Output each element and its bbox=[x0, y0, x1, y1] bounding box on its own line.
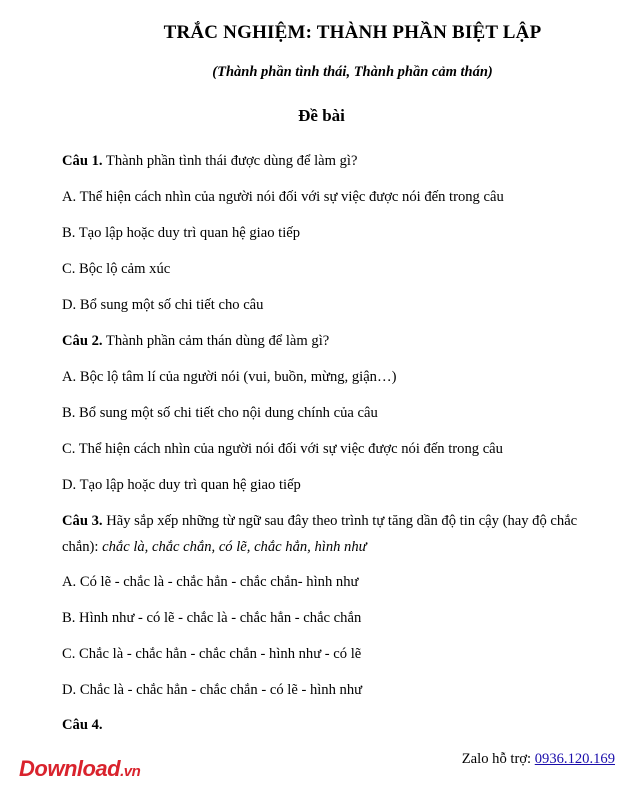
question-text: Thành phần tình thái được dùng để làm gì? bbox=[102, 153, 358, 169]
document-title: TRẮC NGHIỆM: THÀNH PHẦN BIỆT LẬP bbox=[163, 22, 542, 43]
option-2a: A. Bộc lộ tâm lí của người nói (vui, buồn, mừng, giận…) bbox=[62, 369, 397, 385]
section-heading: Đề bài bbox=[298, 106, 345, 125]
question-2 bbox=[62, 332, 592, 350]
logo-main-text: Download bbox=[19, 756, 121, 781]
option-2c: C. Thể hiện cách nhìn của người nói đối với sự việc được nói đến trong câu bbox=[62, 441, 503, 457]
option-2d: D. Tạo lập hoặc duy trì quan hệ giao tiếp bbox=[62, 477, 301, 493]
question-4 bbox=[62, 716, 592, 734]
zalo-support bbox=[462, 751, 615, 768]
download-vn-logo[interactable] bbox=[19, 756, 140, 782]
option-3b: B. Hình như - có lẽ - chắc là - chắc hẳn - chắc chắn bbox=[62, 610, 362, 626]
logo-tld-text: .vn bbox=[120, 763, 141, 780]
question-3 bbox=[62, 508, 597, 560]
option-2b: B. Bổ sung một số chi tiết cho nội dung chính của câu bbox=[62, 405, 378, 421]
question-number: Câu 3. bbox=[62, 513, 103, 529]
zalo-label: Zalo hỗ trợ: bbox=[461, 751, 535, 767]
option-1c: C. Bộc lộ cảm xúc bbox=[62, 261, 171, 277]
option-1a: A. Thể hiện cách nhìn của người nói đối với sự việc được nói đến trong câu bbox=[62, 189, 504, 205]
option-3d: D. Chắc là - chắc hẳn - chắc chắn - có lẽ - hình như bbox=[62, 682, 363, 698]
option-3c: C. Chắc là - chắc hẳn - chắc chắn - hình như - có lẽ bbox=[62, 646, 362, 662]
question-number: Câu 1. bbox=[62, 153, 103, 169]
zalo-phone-link[interactable]: 0936.120.169 bbox=[534, 751, 615, 767]
question-text: Thành phần cảm thán dùng để làm gì? bbox=[102, 333, 330, 349]
option-1d: D. Bổ sung một số chi tiết cho câu bbox=[62, 297, 264, 313]
question-number: Câu 4. bbox=[62, 717, 103, 733]
document-subtitle: (Thành phần tình thái, Thành phần cảm thán) bbox=[212, 64, 493, 80]
question-number: Câu 2. bbox=[62, 333, 103, 349]
question-word-list: chắc là, chắc chắn, có lẽ, chắc hẳn, hình như bbox=[102, 539, 367, 555]
option-1b: B. Tạo lập hoặc duy trì quan hệ giao tiếp bbox=[62, 225, 301, 241]
question-1 bbox=[62, 152, 592, 170]
question-text: Hãy sắp xếp những từ ngữ sau đây theo trình tự tăng dần độ tin cậy (hay độ chắc chắn): bbox=[62, 513, 578, 555]
option-3a: A. Có lẽ - chắc là - chắc hẳn - chắc chắn- hình như bbox=[62, 574, 359, 590]
